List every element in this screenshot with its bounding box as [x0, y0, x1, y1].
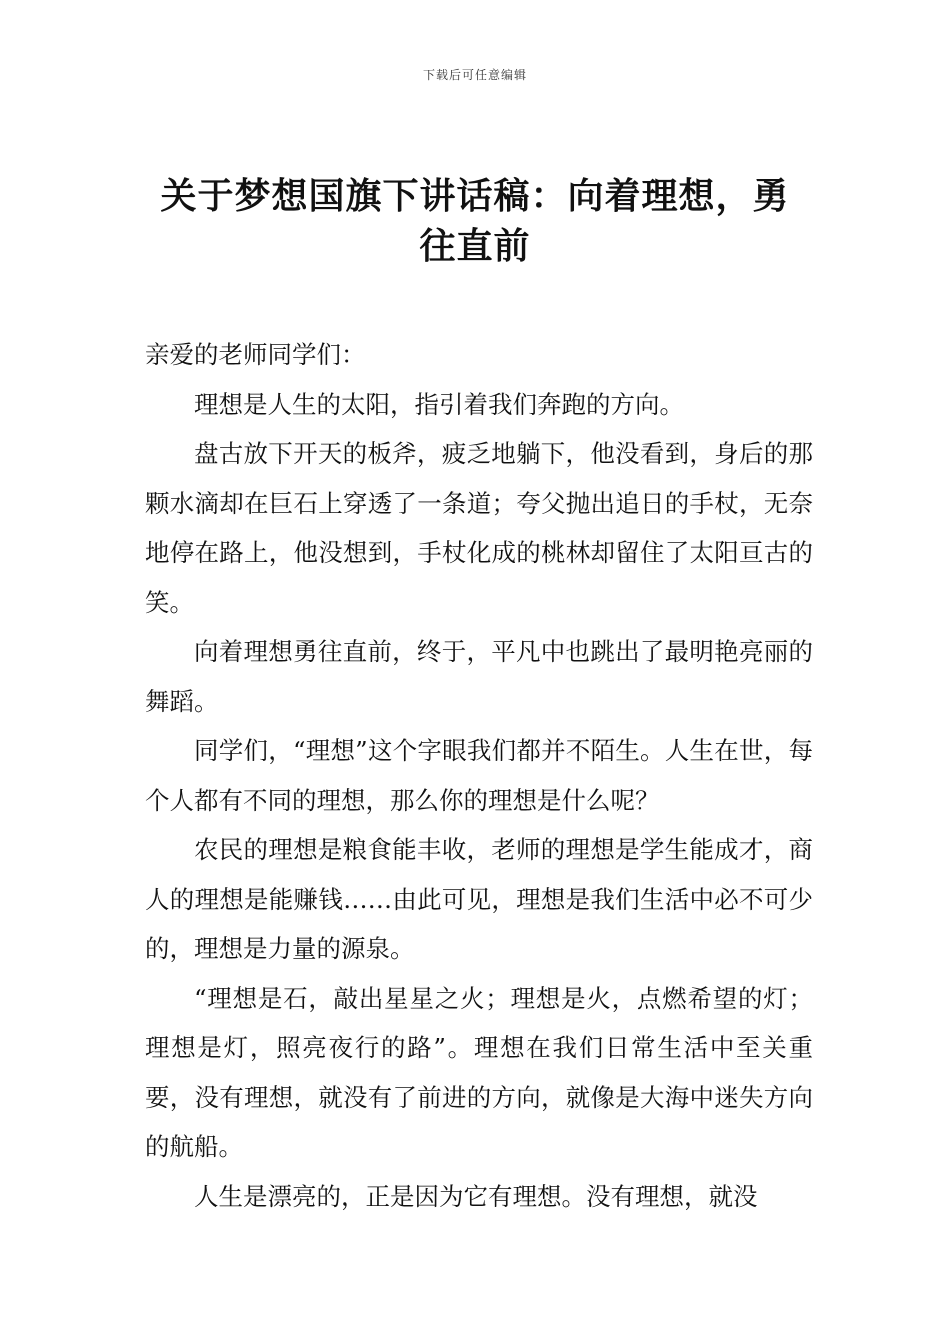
salutation: 亲爱的老师同学们：: [145, 340, 366, 369]
document-title: 关于梦想国旗下讲话稿：向着理想，勇往直前: [160, 176, 790, 267]
header-note: 下载后可任意编辑: [422, 68, 527, 82]
document-body: [145, 330, 813, 1221]
paragraph: 人生是漂亮的，正是因为它有理想。没有理想，就没: [194, 1181, 758, 1211]
paragraph: 向着理想勇往直前，终于，平凡中也跳出了最明艳亮丽的舞蹈。: [145, 637, 813, 716]
paragraph: 盘古放下开天的板斧，疲乏地躺下，他没看到，身后的那颗水滴却在巨石上穿透了一条道；夸父抛出追日的手杖，无奈地停在路上，他没想到，手杖化成的桃林却留住了太阳亘古的笑。: [145, 439, 813, 617]
paragraph: 农民的理想是粮食能丰收，老师的理想是学生能成才，商人的理想是能赚钱……由此可见，理想是我们生活中必不可少的，理想是力量的源泉。: [145, 835, 813, 963]
paragraph: “理想是石，敲出星星之火；理想是火，点燃希望的灯；理想是灯，照亮夜行的路”。理想在我们日常生活中至关重要，没有理想，就没有了前进的方向，就像是大海中迷失方向的航船。: [145, 983, 813, 1161]
paragraph: 同学们，“理想”这个字眼我们都并不陌生。人生在世，每个人都有不同的理想，那么你的理想是什么呢？: [145, 736, 813, 815]
paragraph: 理想是人生的太阳，指引着我们奔跑的方向。: [194, 389, 684, 419]
